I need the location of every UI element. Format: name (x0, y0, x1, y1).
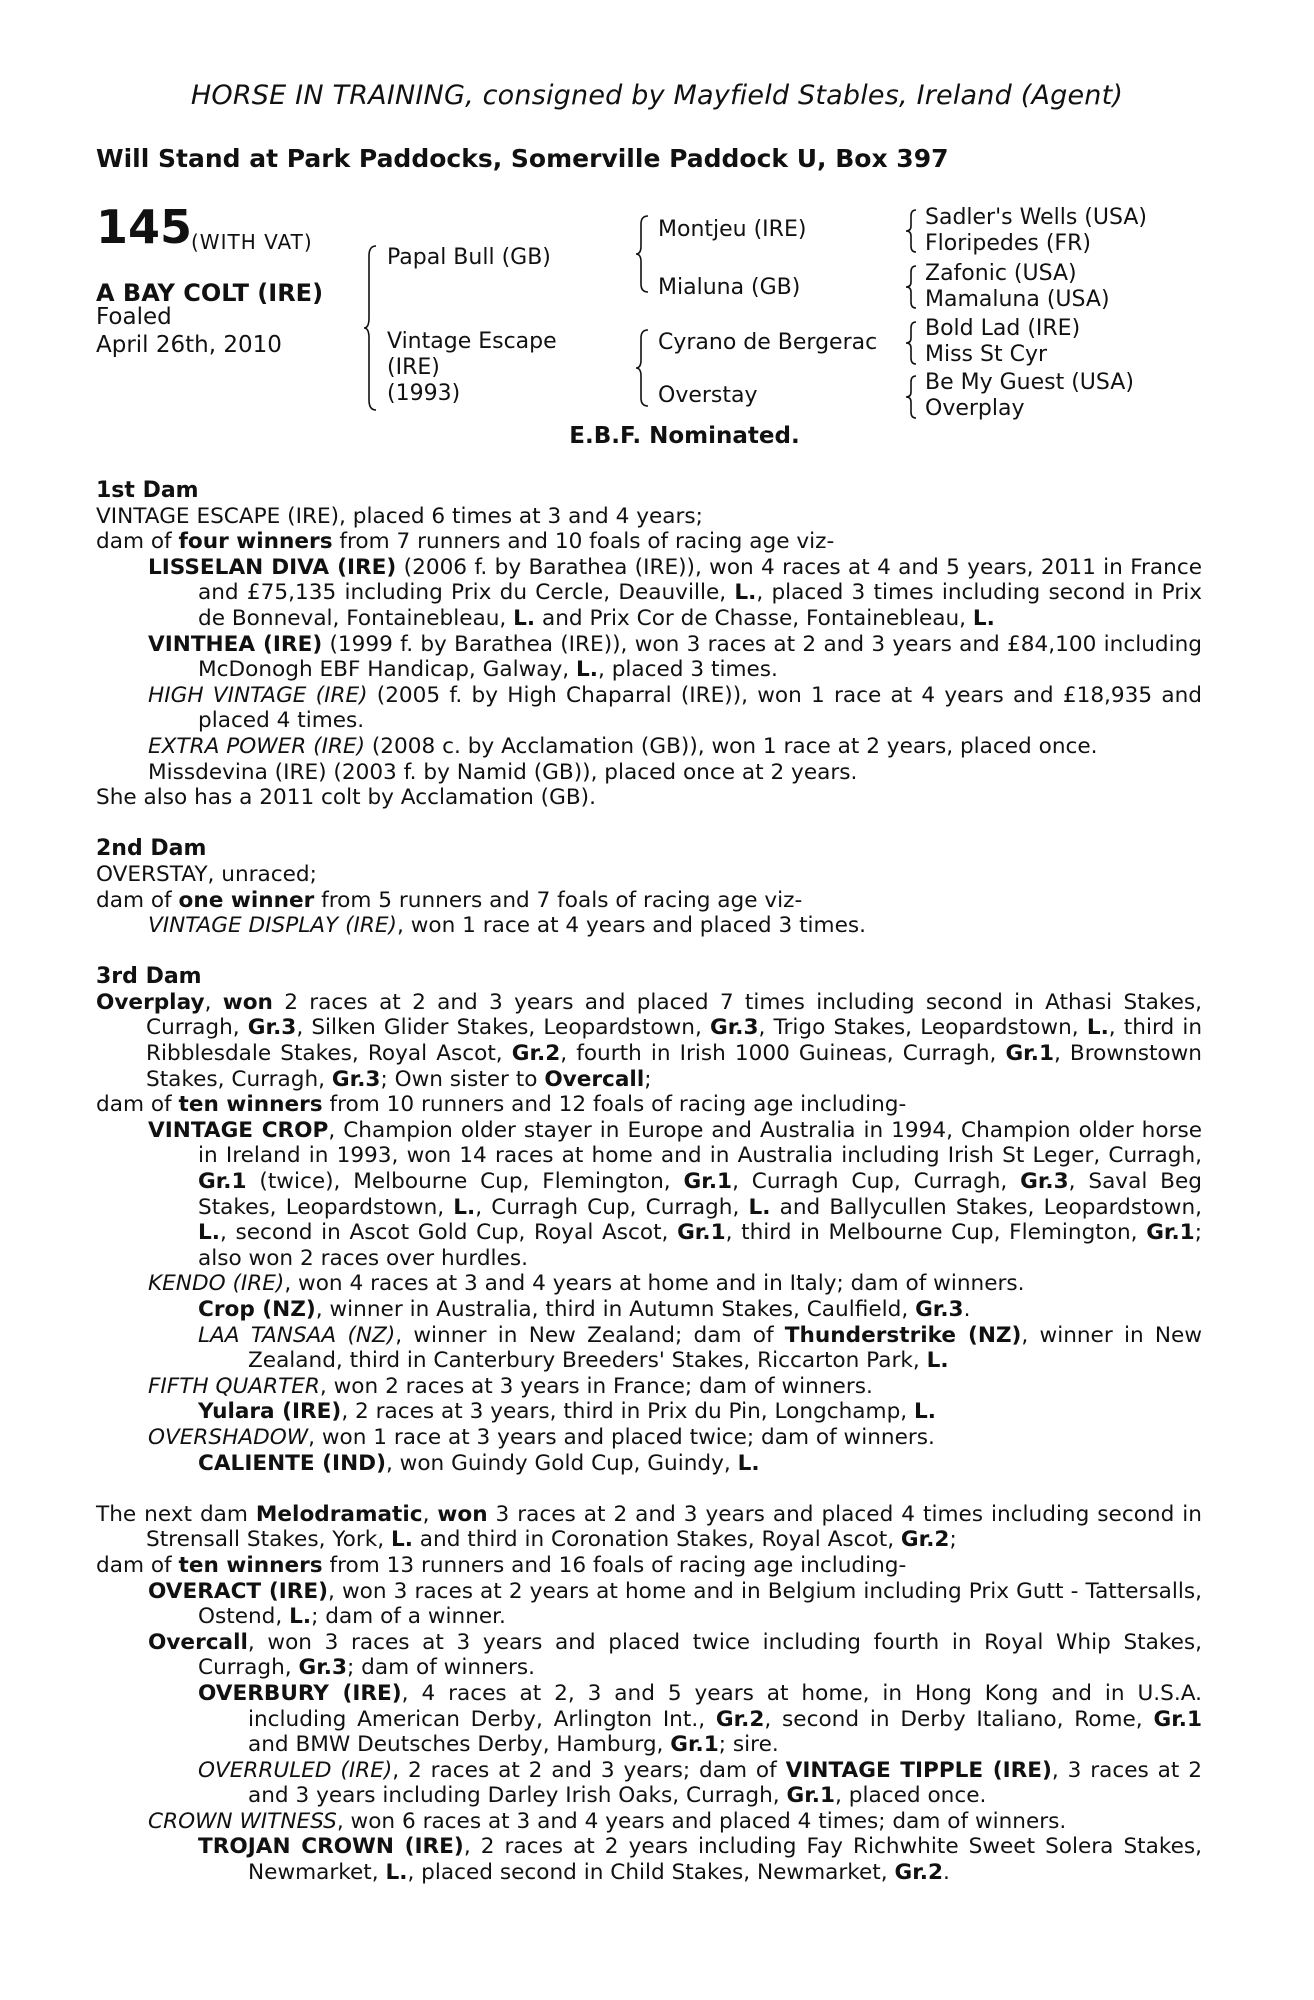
produce-vinthea (96, 632, 1202, 683)
text: , placed second in Child Stakes, Newmarket, (407, 1860, 895, 1886)
text: ; Own sister to (380, 1066, 545, 1092)
listed-mark: L. (914, 1399, 936, 1425)
pedigree-brace-gen1 (364, 244, 384, 412)
text: , Saval Beg Stakes, Leopardstown, (198, 1169, 1202, 1220)
produce-high-vintage (96, 683, 1202, 734)
text: and third in Coronation Stakes, Royal Ascot, (412, 1527, 901, 1553)
text: , won 2 races at 3 years in France; dam of winners. (319, 1373, 873, 1399)
text: . (943, 1860, 950, 1886)
text: , winner in Australia, third in Autumn Stakes, Caulfield, (315, 1297, 916, 1322)
text: The next dam (96, 1501, 256, 1527)
text: dam of (96, 1092, 179, 1118)
text: ; also won 2 races over hurdles. (198, 1220, 1202, 1271)
pedigree-brace-g2 (905, 264, 921, 310)
text: , Silken Glider Stakes, Leopardstown, (296, 1015, 710, 1041)
grade-mark: Gr.1 (1146, 1220, 1195, 1246)
pedigree-sire-sire: Montjeu (IRE) (658, 217, 807, 242)
text: dam of (96, 529, 179, 555)
text: from 10 runners and 12 foals of racing age including- (322, 1092, 907, 1118)
listed-mark: L. (390, 1527, 413, 1553)
text: dam of (96, 1552, 179, 1578)
pedigree-brace-g4 (905, 374, 921, 420)
text: 3 races at 2 and 3 years and placed 4 times including second in Strensall Stakes, York, (146, 1501, 1202, 1553)
text: , second in Ascot Gold Cup, Royal Ascot, (219, 1220, 678, 1246)
first-dam-produce-summary (96, 529, 1202, 555)
text: , third in Melbourne Cup, Flemington, (725, 1220, 1147, 1246)
grade-mark: Gr.3 (331, 1066, 381, 1092)
text: and Ballycullen Stakes, Leopardstown, (770, 1194, 1202, 1220)
pedigree-g4: Mamaluna (USA) (925, 287, 1110, 312)
text: , won Guindy Gold Cup, Guindy, (385, 1450, 738, 1476)
text: , won 1 race at 4 years and placed 3 times. (396, 913, 866, 939)
horse-name: Melodramatic (255, 1501, 423, 1527)
text: , 2 races at 2 and 3 years; dam of (392, 1757, 786, 1783)
lot-number: 145 (96, 200, 193, 254)
horse-name: LAA TANSAA (NZ) (198, 1322, 396, 1348)
lot-name: A BAY COLT (IRE) (96, 279, 324, 307)
horse-name: Overcall (544, 1066, 645, 1092)
winner-count: ten winners (178, 1092, 323, 1118)
horse-name: FIFTH QUARTER (148, 1373, 320, 1399)
listed-mark: L. (737, 1450, 760, 1476)
next-dam-produce-summary (96, 1553, 1202, 1579)
produce-trojan-crown (96, 1834, 1202, 1885)
text: , third in Ribblesdale Stakes, Royal Ascot, (146, 1015, 1203, 1067)
pedigree-g5: Bold Lad (IRE) (925, 316, 1081, 341)
grade-mark: Gr.2 (511, 1041, 561, 1067)
grade-mark: Gr.1 (670, 1732, 719, 1758)
catalogue-body (96, 478, 1202, 1886)
text: from 7 runners and 10 foals of racing age viz- (332, 529, 835, 555)
second-dam-heading: 2nd Dam (96, 836, 207, 862)
produce-overruled (96, 1758, 1202, 1809)
grade-mark: Gr.3 (915, 1297, 964, 1322)
horse-name: TROJAN CROWN (IRE) (198, 1834, 464, 1860)
text: ; dam of a winner. (311, 1604, 506, 1630)
listed-mark: L. (734, 580, 757, 606)
text: , Curragh Cup, Curragh, (475, 1194, 749, 1220)
text: , won 3 races at 2 years at home and in Belgium including Prix Gutt - Tattersalls, Ostend, (198, 1578, 1202, 1630)
pedigree-g2: Floripedes (FR) (925, 231, 1091, 256)
pedigree-dam (387, 329, 557, 407)
third-dam-overplay: Overplay, won 2 races at 2 and 3 years and placed 7 times including second in Athasi Stakes, Curragh, Gr.3, Silken Glider Stakes, Leopardstown, Gr.3, Trigo Stakes, Leopardstown, L., third in Ribblesdale Stakes, Royal Ascot, Gr.2, fourth in Irish 1000 Guineas, Curragh, Gr.1, Brownstown Stakes, Curragh, Gr.3; Own sister to Overcall; (96, 989, 1203, 1092)
listed-mark: L. (385, 1860, 408, 1886)
winner-count: ten winners (178, 1552, 323, 1578)
text: dam of (96, 887, 179, 913)
horse-name: EXTRA POWER (IRE) (148, 733, 366, 759)
text: (twice), Melbourne Cup, Flemington, (246, 1169, 684, 1195)
grade-mark: Gr.2 (894, 1860, 943, 1886)
first-dam-intro: VINTAGE ESCAPE (IRE), placed 6 times at 3 and 4 years; (96, 503, 703, 529)
horse-name: Crop (NZ) (198, 1297, 316, 1322)
vat-label: (WITH VAT) (191, 230, 313, 254)
text: ; (949, 1527, 957, 1553)
text: from 5 runners and 7 foals of racing age viz- (314, 887, 803, 913)
grade-mark: Gr.1 (683, 1169, 733, 1195)
spacer (96, 811, 1202, 837)
pedigree-sire-dam: Mialuna (GB) (658, 275, 801, 300)
grade-mark: Gr.3 (298, 1655, 348, 1681)
produce-extra-power (96, 734, 1202, 760)
pedigree-brace-dam (636, 328, 656, 408)
horse-name: VINTAGE CROP (148, 1117, 329, 1143)
third-dam-produce-summary (96, 1092, 1202, 1118)
grade-mark: Gr.1 (1153, 1706, 1202, 1732)
text: (1999 f. by Barathea (IRE)), won 3 races at 2 and 3 years and £84,100 including McDonogh EBF Handicap, Galway, (198, 631, 1202, 683)
text: (2008 c. by Acclamation (GB)), won 1 race at 2 years, placed once. (365, 733, 1098, 759)
grade-mark: Gr.3 (709, 1015, 759, 1041)
text: , placed 3 times including second in Prix de Bonneval, Fontainebleau, (198, 580, 1202, 631)
text: , fourth in Irish 1000 Guineas, Curragh, (560, 1041, 1006, 1067)
horse-name: VINTHEA (IRE) (148, 631, 323, 657)
listed-mark: L. (198, 1220, 220, 1246)
grade-mark: Gr.2 (900, 1527, 950, 1553)
pedigree-brace-g1 (905, 208, 921, 254)
text: , winner in New Zealand, third in Canterbury Breeders' Stakes, Riccarton Park, (248, 1322, 1202, 1374)
listed-mark: L. (972, 605, 995, 631)
produce-laa-tansaa (96, 1323, 1202, 1374)
produce-overcall (96, 1630, 1202, 1681)
grade-mark: Gr.1 (786, 1783, 836, 1809)
next-dam-melodramatic: The next dam Melodramatic, won 3 races at 2 and 3 years and placed 4 times including second in Strensall Stakes, York, L. and third in Coronation Stakes, Royal Ascot, Gr.2; (96, 1501, 1202, 1553)
horse-name: VINTAGE TIPPLE (IRE) (785, 1757, 1052, 1783)
text: and Prix Cor de Chasse, Fontainebleau, (535, 605, 973, 631)
text: , Trigo Stakes, Leopardstown, (758, 1015, 1087, 1041)
horse-name: KENDO (IRE) (148, 1271, 285, 1297)
text: , won 6 races at 3 and 4 years and placed 4 times; dam of winners. (336, 1808, 1067, 1834)
grade-mark: Gr.3 (1020, 1169, 1069, 1195)
produce-overact (96, 1579, 1202, 1630)
pedigree-g8: Overplay (925, 396, 1025, 421)
foaled-label: Foaled (96, 304, 172, 330)
text: and BMW Deutsches Derby, Hamburg, (248, 1732, 671, 1758)
horse-name: OVERRULED (IRE) (198, 1757, 393, 1783)
produce-lisselan-diva (96, 555, 1202, 632)
produce-vintage-crop (96, 1118, 1202, 1272)
text: from 13 runners and 16 foals of racing age including- (322, 1552, 907, 1578)
stand-location: Will Stand at Park Paddocks, Somerville Paddock U, Box 397 (96, 144, 949, 173)
text: , Curragh Cup, Curragh, (732, 1169, 1021, 1195)
spacer (96, 939, 1202, 965)
produce-overshadow (96, 1425, 1202, 1451)
won-mark: won (222, 989, 273, 1015)
produce-crown-witness (96, 1809, 1202, 1835)
won-mark: won (437, 1501, 488, 1527)
text: , placed 3 times. (597, 657, 778, 683)
pedigree-dam-name: Vintage Escape (387, 329, 557, 354)
horse-name: Overcall (148, 1629, 248, 1655)
horse-name: Thunderstrike (NZ) (784, 1322, 1022, 1348)
ebf-nominated: E.B.F. Nominated. (569, 423, 800, 449)
produce-kendo (96, 1271, 1202, 1297)
first-dam-note: She also has a 2011 colt by Acclamation (GB). (96, 785, 596, 811)
text: ; dam of winners. (347, 1655, 535, 1681)
pedigree-dam-year: (1993) (387, 381, 461, 406)
horse-name: OVERACT (IRE) (148, 1578, 329, 1604)
listed-mark: L. (576, 657, 598, 683)
pedigree-dam-dam: Overstay (658, 383, 758, 408)
listed-mark: L. (926, 1348, 949, 1374)
horse-name: Overplay (96, 989, 205, 1015)
page-title: HORSE IN TRAINING, consigned by Mayfield Stables, Ireland (Agent) (190, 80, 1124, 111)
text: , winner in New Zealand; dam of (395, 1322, 785, 1348)
listed-mark: L. (748, 1194, 771, 1220)
listed-mark: L. (453, 1194, 476, 1220)
text: , 4 races at 2, 3 and 5 years at home, in Hong Kong and in U.S.A. including American Derby, Arlington Int., (248, 1680, 1202, 1732)
text: . (963, 1297, 971, 1322)
text: , 2 races at 3 years, third in Prix du Pin, Longchamp, (341, 1399, 915, 1425)
pedigree-g3: Zafonic (USA) (925, 261, 1077, 286)
pedigree-dam-country: (IRE) (387, 355, 440, 380)
foaled-date: April 26th, 2010 (96, 332, 282, 358)
text: , second in Derby Italiano, Rome, (764, 1706, 1154, 1732)
text: 2 races at 2 and 3 years and placed 7 times including second in Athasi Stakes, Curragh, (146, 989, 1202, 1041)
text: , 2 races at 2 years including Fay Richwhite Sweet Solera Stakes, Newmarket, (248, 1834, 1202, 1886)
produce-crop-nz (96, 1297, 1202, 1323)
produce-missdevina: Missdevina (IRE) (2003 f. by Namid (GB)), placed once at 2 years. (148, 759, 858, 785)
horse-name: CROWN WITNESS (148, 1808, 337, 1834)
listed-mark: L. (289, 1604, 312, 1630)
text: ; sire. (718, 1732, 779, 1758)
text: (2005 f. by High Chaparral (IRE)), won 1 race at 4 years and £18,935 and placed 4 times. (198, 682, 1202, 734)
horse-name: Yulara (IRE) (198, 1399, 342, 1425)
horse-name: OVERSHADOW (148, 1424, 309, 1450)
text: , won 3 races at 3 years and placed twice including fourth in Royal Whip Stakes, Curragh, (198, 1629, 1202, 1681)
text: ; (644, 1066, 652, 1092)
pedigree-brace-sire (636, 214, 656, 294)
horse-name: HIGH VINTAGE (IRE) (148, 682, 368, 708)
second-dam-intro: OVERSTAY, unraced; (96, 861, 317, 887)
horse-name: VINTAGE DISPLAY (IRE) (148, 913, 397, 939)
grade-mark: Gr.1 (1005, 1041, 1054, 1067)
foaled-info (96, 303, 282, 359)
produce-vintage-display (96, 913, 1202, 939)
pedigree-g1: Sadler's Wells (USA) (925, 205, 1147, 230)
text: (2006 f. by Barathea (IRE)), won 4 races at 4 and 5 years, 2011 in France and £75,135 including Prix du Cercle, Deauville, (198, 554, 1203, 606)
third-dam-heading: 3rd Dam (96, 964, 202, 990)
winner-count: four winners (178, 529, 333, 555)
text: , Champion older stayer in Europe and Australia in 1994, Champion older horse in Ireland in 1993, won 14 races at home and in Australia including Irish St Leger, Curragh, (198, 1117, 1202, 1169)
grade-mark: Gr.3 (247, 1015, 297, 1041)
text: , placed once. (835, 1783, 987, 1809)
text: , Brownstown Stakes, Curragh, (146, 1041, 1202, 1092)
horse-name: OVERBURY (IRE) (198, 1680, 402, 1706)
text: , won 1 race at 3 years and placed twice; dam of winners. (308, 1424, 935, 1450)
listed-mark: L. (1086, 1015, 1109, 1041)
produce-overbury (96, 1681, 1202, 1758)
second-dam-produce-summary (96, 888, 1202, 914)
horse-name: CALIENTE (IND) (198, 1450, 386, 1476)
pedigree-g6: Miss St Cyr (925, 342, 1048, 367)
listed-mark: L. (513, 605, 536, 631)
produce-caliente (96, 1451, 1202, 1477)
grade-mark: Gr.1 (198, 1169, 247, 1195)
pedigree-brace-g3 (905, 320, 921, 366)
winner-count: one winner (178, 887, 315, 913)
first-dam-heading: 1st Dam (96, 478, 199, 503)
grade-mark: Gr.2 (715, 1706, 765, 1732)
text: , 3 races at 2 and 3 years including Darley Irish Oaks, Curragh, (248, 1757, 1203, 1809)
pedigree-dam-sire: Cyrano de Bergerac (658, 330, 878, 355)
pedigree-g7: Be My Guest (USA) (925, 370, 1134, 395)
produce-fifth-quarter (96, 1374, 1202, 1400)
pedigree-sire: Papal Bull (GB) (387, 245, 551, 270)
grade-mark: Gr.1 (677, 1220, 726, 1246)
produce-yulara (96, 1399, 1202, 1425)
text: , won 4 races at 3 and 4 years at home and in Italy; dam of winners. (284, 1271, 1025, 1297)
horse-name: LISSELAN DIVA (IRE) (148, 554, 397, 580)
spacer (96, 1476, 1202, 1502)
